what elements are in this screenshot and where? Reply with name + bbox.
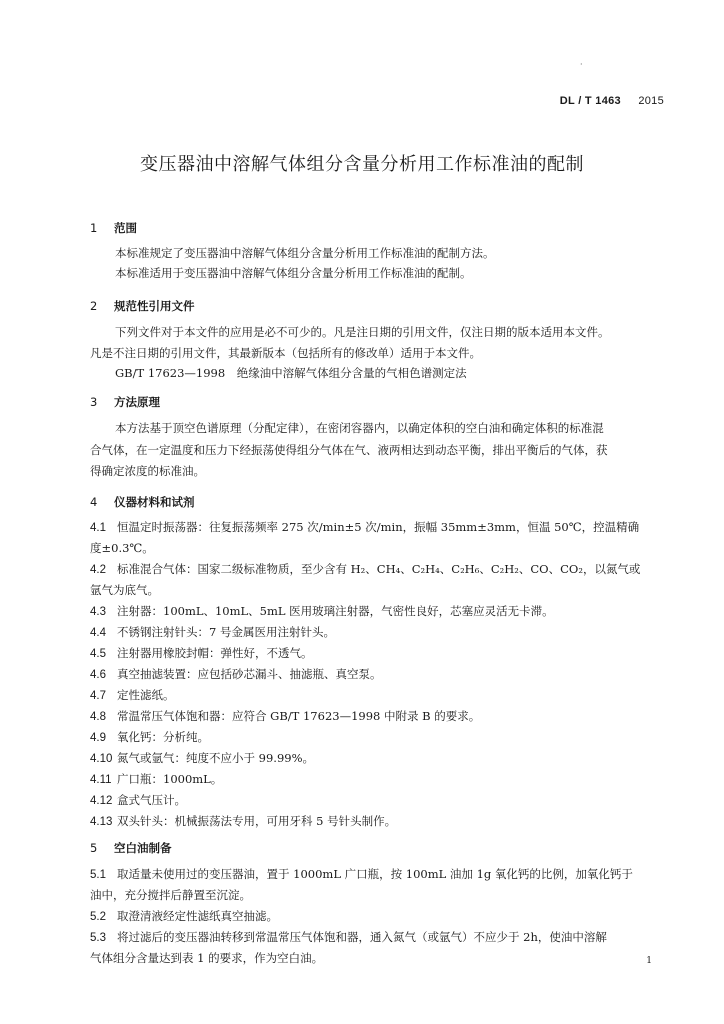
clause-4-4 <box>90 622 335 643</box>
clause-4-6 <box>90 664 382 685</box>
clause-text: 将过滤后的变压器油转移到常温常压气体饱和器，通入氮气（或氩气）不应少于 2h，使油中溶解 <box>117 930 607 944</box>
section-2-heading <box>90 298 195 314</box>
section-number: 3 <box>90 395 98 409</box>
clause-text: 真空抽滤装置：应包括砂芯漏斗、抽滤瓶、真空泵。 <box>117 667 382 681</box>
standard-code: DL / T 1463 <box>559 95 621 107</box>
section-number: 1 <box>90 221 98 235</box>
section-number: 4 <box>90 495 98 509</box>
clause-text: 广口瓶：1000mL。 <box>117 772 223 786</box>
clause-4-11 <box>90 769 222 790</box>
clause-4-9 <box>90 727 209 748</box>
clause-number: 4.10 <box>90 753 113 765</box>
clause-text: 取澄清液经定性滤纸真空抽滤。 <box>117 909 278 923</box>
clause-4-13 <box>90 811 396 832</box>
reference-line: GB/T 17623—1998 绝缘油中溶解气体组分含量的气相色谱测定法 <box>115 366 467 380</box>
paragraph-line: 本方法基于顶空色谱原理（分配定律），在密闭容器内，以确定体积的空白油和确定体积的标准混 <box>115 421 604 435</box>
paragraph-line: 合气体，在一定温度和压力下经振荡使得组分气体在气、液两相达到动态平衡，排出平衡后的气体，获 <box>90 443 608 457</box>
clause-5-2 <box>90 906 278 927</box>
clause-number: 4.6 <box>90 669 106 681</box>
section-title: 空白油制备 <box>114 841 172 855</box>
section-3-heading <box>90 394 160 410</box>
clause-number: 5.2 <box>90 911 106 923</box>
clause-5-3 <box>90 927 607 948</box>
clause-number: 4.2 <box>90 564 106 576</box>
clause-4-2 <box>90 559 640 580</box>
clause-4-12 <box>90 790 186 811</box>
clause-number: 4.9 <box>90 732 106 744</box>
clause-text: 注射器：100mL、10mL、5mL 医用玻璃注射器，气密性良好，芯塞应灵活无卡滞。 <box>117 604 554 618</box>
clause-continuation: 氩气为底气。 <box>90 583 159 597</box>
clause-4-5 <box>90 643 313 664</box>
section-title: 范围 <box>114 221 138 235</box>
clause-continuation: 气体组分含量达到表 1 的要求，作为空白油。 <box>90 951 324 965</box>
paragraph-line: 下列文件对于本文件的应用是必不可少的。凡是注日期的引用文件，仅注日期的版本适用本文件。 <box>115 325 610 339</box>
page-number: 1 <box>646 956 652 966</box>
clause-text: 恒温定时振荡器：往复振荡频率 275 次/min±5 次/min，振幅 35mm±3mm，恒温 50℃，控温精确 <box>117 520 640 534</box>
clause-number: 4.12 <box>90 795 113 807</box>
clause-number: 4.4 <box>90 627 106 639</box>
clause-number: 4.1 <box>90 522 106 534</box>
section-number: 2 <box>90 299 98 313</box>
clause-text: 常温常压气体饱和器：应符合 GB/T 17623—1998 中附录 B 的要求。 <box>117 709 481 723</box>
clause-text: 氧化钙：分析纯。 <box>117 730 209 744</box>
clause-text: 盒式气压计。 <box>117 793 186 807</box>
paragraph-line: 本标准规定了变压器油中溶解气体组分含量分析用工作标准油的配制方法。 <box>115 246 495 260</box>
clause-text: 标准混合气体：国家二级标准物质，至少含有 H₂、CH₄、C₂H₄、C₂H₆、C₂H₂、CO、CO₂，以氮气或 <box>117 562 641 576</box>
section-4-heading <box>90 494 195 510</box>
paragraph-line: 本标准适用于变压器油中溶解气体组分含量分析用工作标准油的配制。 <box>115 266 472 280</box>
clause-number: 4.8 <box>90 711 106 723</box>
section-title: 仪器材料和试剂 <box>114 495 195 509</box>
clause-number: 5.1 <box>90 869 106 881</box>
clause-4-8 <box>90 706 480 727</box>
clause-number: 5.3 <box>90 932 106 944</box>
clause-text: 定性滤纸。 <box>117 688 175 702</box>
section-5-heading <box>90 840 172 856</box>
clause-4-3 <box>90 601 554 622</box>
clause-continuation: 度±0.3℃。 <box>90 541 154 555</box>
section-title: 规范性引用文件 <box>114 299 195 313</box>
standard-code-header <box>560 95 664 107</box>
standard-year: 2015 <box>638 95 664 107</box>
clause-4-1 <box>90 517 639 538</box>
clause-text: 不锈钢注射针头：7 号金属医用注射针头。 <box>117 625 335 639</box>
clause-text: 取适量未使用过的变压器油，置于 1000mL 广口瓶，按 100mL 油加 1g 氧化钙的比例，加氧化钙于 <box>117 867 633 881</box>
paragraph-line: 凡是不注日期的引用文件，其最新版本（包括所有的修改单）适用于本文件。 <box>90 346 481 360</box>
paragraph-line: 得确定浓度的标准油。 <box>90 464 205 478</box>
clause-number: 4.13 <box>90 816 113 828</box>
clause-text: 注射器用橡胶封帽：弹性好，不透气。 <box>117 646 313 660</box>
clause-number: 4.7 <box>90 690 106 702</box>
clause-number: 4.3 <box>90 606 106 618</box>
clause-continuation: 油中，充分搅拌后静置至沉淀。 <box>90 888 251 902</box>
clause-4-7 <box>90 685 175 706</box>
section-title: 方法原理 <box>114 395 161 409</box>
clause-4-10 <box>90 748 314 769</box>
clause-5-1 <box>90 864 633 885</box>
section-1-heading <box>90 220 137 236</box>
section-number: 5 <box>90 841 98 855</box>
clause-text: 氮气或氩气：纯度不应小于 99.99%。 <box>117 751 315 765</box>
clause-text: 双头针头：机械振荡法专用，可用牙科 5 号针头制作。 <box>117 814 397 828</box>
scan-dot: · <box>580 60 583 69</box>
document-title: 变压器油中溶解气体组分含量分析用工作标准油的配制 <box>140 154 584 175</box>
clause-number: 4.11 <box>90 774 112 786</box>
clause-number: 4.5 <box>90 648 106 660</box>
